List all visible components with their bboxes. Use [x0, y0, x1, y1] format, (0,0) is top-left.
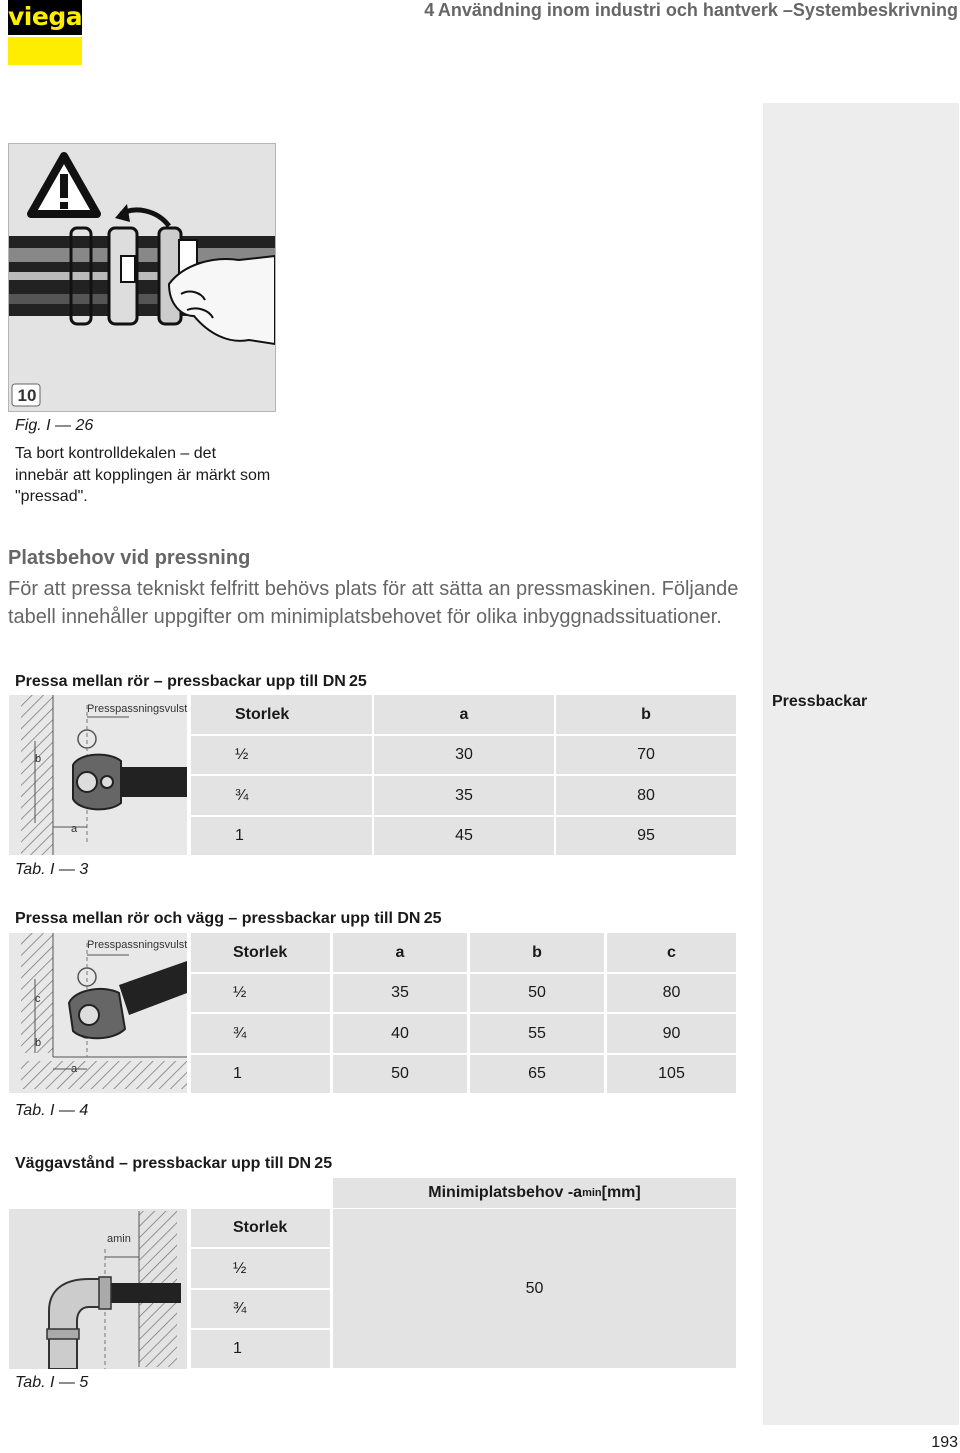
table1-header-b: b [556, 695, 736, 734]
table3-size-cell: 1 [191, 1330, 330, 1368]
viega-logo: viega [8, 0, 82, 35]
table2-header-size: Storlek [191, 933, 330, 972]
section-body: För att pressa tekniskt felfritt behövs plats för att sätta an pressmaskinen. Följande tabell innehåller uppgifter om minimiplatsbehovet för olika inbyggnadssituationer. [8, 578, 739, 628]
table2-tab-label: Tab. I — 4 [15, 1102, 89, 1119]
table2-cell: 50 [470, 974, 604, 1012]
table2-header-c: c [607, 933, 736, 972]
table2-cell: 90 [607, 1014, 736, 1053]
table2-cell: 105 [607, 1055, 736, 1093]
table3-size-cell: ¾ [191, 1290, 330, 1328]
table3-size-cell: ½ [191, 1249, 330, 1288]
table1-title: Pressa mellan rör – pressbackar upp till DN 25 [15, 673, 367, 690]
table2-cell: ¾ [191, 1014, 330, 1053]
table2-cell: 65 [470, 1055, 604, 1093]
table1-cell: 45 [374, 817, 554, 855]
section-heading: Platsbehov vid pressning [8, 547, 251, 569]
table1-header-a: a [374, 695, 554, 734]
table1-dim-a: a [71, 823, 78, 835]
table1-cell: 1 [191, 817, 372, 855]
table2-diagram-label: Presspassningsvulst [87, 939, 188, 951]
figure-number-badge: 10 [17, 386, 37, 405]
logo-yellow-band [8, 37, 82, 65]
table2-diagram [9, 933, 187, 1093]
figure-label: Fig. I — 26 [15, 417, 94, 434]
table1-tab-label: Tab. I — 3 [15, 861, 89, 878]
table3-header-unit: [mm] [601, 1184, 641, 1201]
figure-caption: Ta bort kontrolldekalen – det innebär att kopplingen är märkt som "pressad". [15, 445, 271, 505]
table1-cell: ½ [191, 736, 372, 774]
table2-cell: ½ [191, 974, 330, 1012]
page-number: 193 [931, 1434, 958, 1451]
table2-cell: 40 [333, 1014, 467, 1053]
table1-cell: ¾ [191, 776, 372, 815]
table3-diagram [9, 1209, 187, 1369]
table2-cell: 55 [470, 1014, 604, 1053]
table3-value-cell: 50 [333, 1209, 736, 1368]
table2-dim-a: a [71, 1063, 78, 1075]
table2-cell: 1 [191, 1055, 330, 1093]
table1-cell: 95 [556, 817, 736, 855]
table2-cell: 50 [333, 1055, 467, 1093]
table1-cell: 35 [374, 776, 554, 815]
table3-header [333, 1178, 736, 1208]
table3-title: Väggavstånd – pressbackar upp till DN 25 [15, 1155, 333, 1172]
table2-cell: 35 [333, 974, 467, 1012]
sidebar-label: Pressbackar [772, 693, 868, 710]
sidebar-column [763, 103, 959, 1425]
table3-header-size: Storlek [191, 1209, 330, 1247]
table2-dim-c: c [35, 993, 41, 1005]
table2-cell: 80 [607, 974, 736, 1012]
table3-header-sub: min [582, 1187, 602, 1199]
table2-title: Pressa mellan rör och vägg – pressbackar upp till DN 25 [15, 910, 442, 927]
table1-cell: 80 [556, 776, 736, 815]
table1-cell: 70 [556, 736, 736, 774]
table1-dim-b: b [35, 753, 42, 765]
table1-diagram-label: Presspassningsvulst [87, 703, 188, 715]
warning-icon [31, 156, 97, 214]
table3-header-main: Minimiplatsbehov -a [428, 1184, 583, 1201]
table2-header-b: b [470, 933, 604, 972]
figure-illustration [8, 143, 276, 412]
table3-tab-label: Tab. I — 5 [15, 1374, 89, 1391]
table2-header-a: a [333, 933, 467, 972]
table1-header-size: Storlek [191, 695, 372, 734]
page-header-title: 4 Användning inom industri och hantverk –Systembeskrivning [424, 0, 958, 20]
table1-diagram [9, 695, 187, 855]
pipe-coupling-illustration [9, 144, 275, 411]
table2-dim-b: b [35, 1037, 42, 1049]
table1-cell: 30 [374, 736, 554, 774]
table3-diagram-label: amin [107, 1233, 131, 1245]
